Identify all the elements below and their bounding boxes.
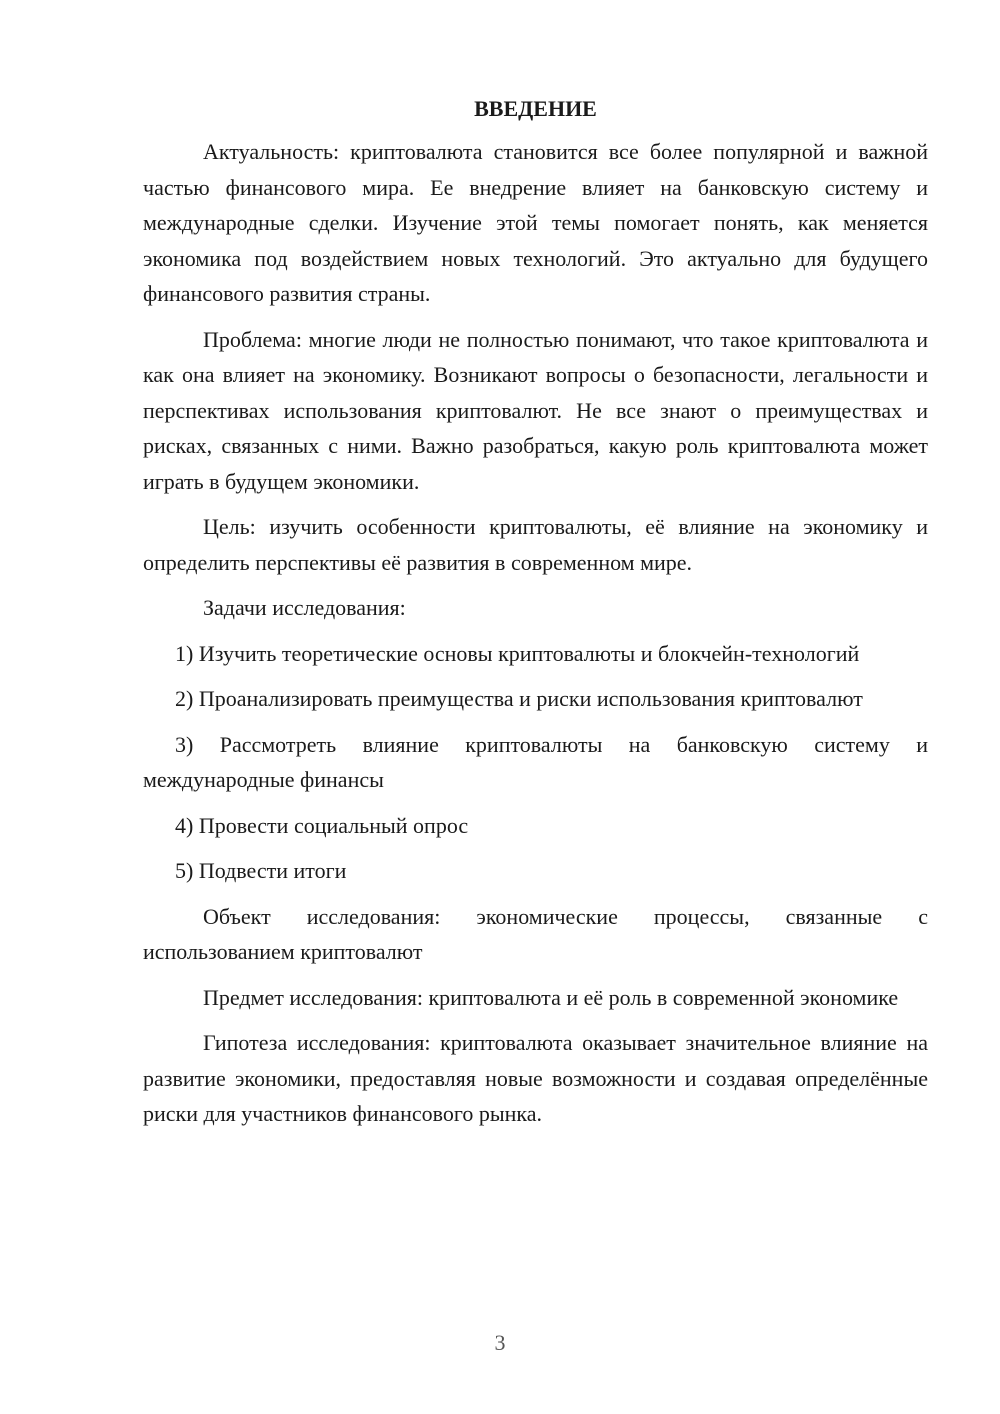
document-page — [143, 88, 928, 1142]
tasks-heading: Задачи исследования: — [203, 595, 406, 620]
page-title: ВВЕДЕНИЕ — [474, 96, 597, 121]
task-item: 5) Подвести итоги — [175, 858, 347, 883]
object-paragraph: Объект исследования: экономические процессы, связанные с использованием криптовалют — [143, 903, 928, 964]
task-item: 2) Проанализировать преимущества и риски использования криптовалют — [175, 686, 863, 711]
subject-paragraph: Предмет исследования: криптовалюта и её роль в современной экономике — [203, 984, 899, 1010]
task-item: 3) Рассмотреть влияние криптовалюты на банковскую систему и международные финансы — [143, 731, 928, 792]
page-number: 3 — [494, 1330, 506, 1355]
goal-paragraph: Цель: изучить особенности криптовалюты, её влияние на экономику и определить перспективы её развития в современном мире. — [143, 514, 928, 575]
hypothesis-paragraph: Гипотеза исследования: криптовалюта оказывает значительное влияние на развитие экономики, предоставляя новые возможности и создавая определённые риски для участников финансового рынка. — [143, 1030, 928, 1126]
problem-paragraph: Проблема: многие люди не полностью понимают, что такое криптовалюта и как она влияет на экономику. Возникают вопросы о безопасности, легальности и перспективах использования криптовалют. Не все знают о преимуществах и рисках, связанных с ними. Важно разобраться, какую роль криптовалюта может играть в будущем экономики. — [143, 326, 928, 494]
task-item: 4) Провести социальный опрос — [175, 812, 469, 838]
task-item: 1) Изучить теоретические основы криптовалюты и блокчейн-технологий — [175, 640, 860, 666]
relevance-paragraph: Актуальность: криптовалюта становится все более популярной и важной частью финансового мира. Ее внедрение влияет на банковскую систему и международные сделки. Изучение этой темы помогает понять, как меняется экономика под воздействием новых технологий. Это актуально для будущего финансового развития страны. — [143, 139, 928, 306]
